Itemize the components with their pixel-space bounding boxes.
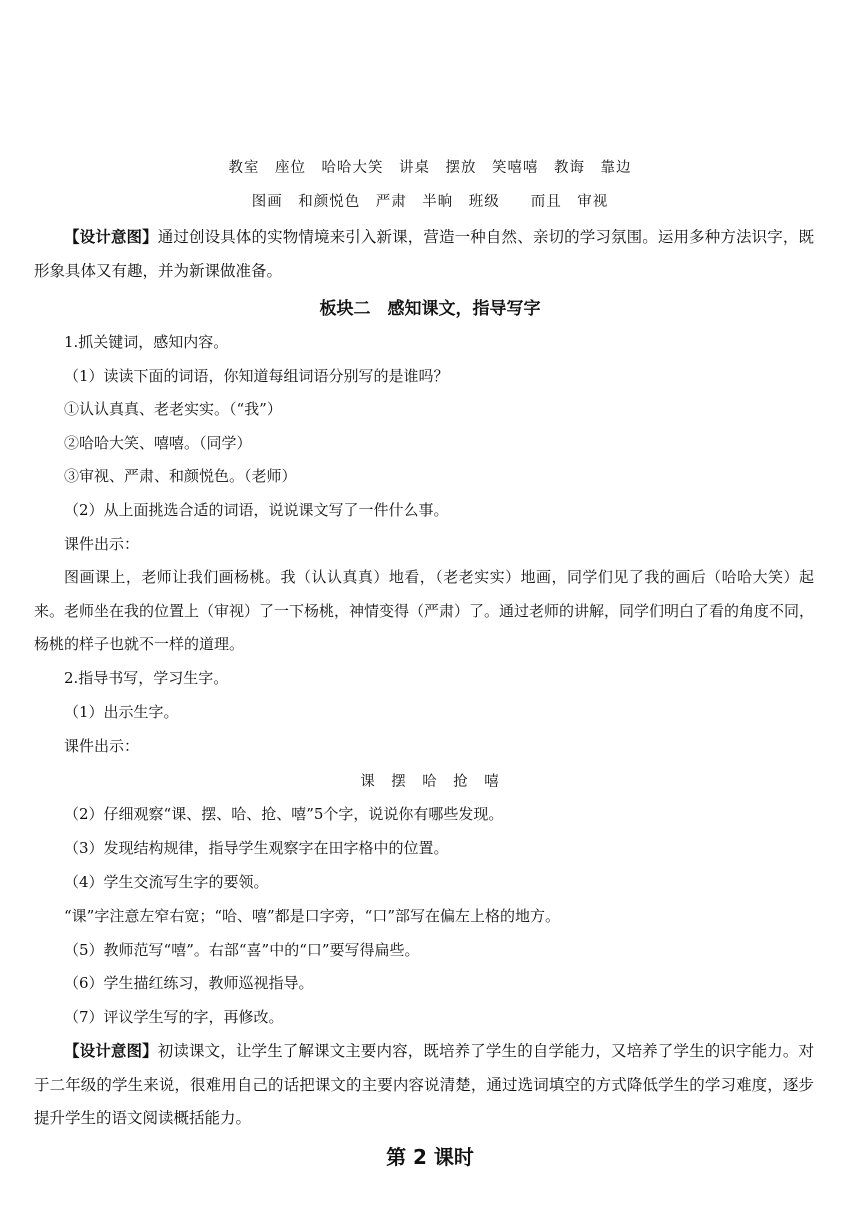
step-2-1: （1）出示生字。	[64, 703, 179, 721]
word-group-3: ③审视、严肃、和颜悦色。（老师）	[64, 467, 297, 485]
vocab-row-2: 图画 和颜悦色 严肃 半晌 班级 而且 审视	[251, 194, 609, 210]
courseware-label-2: 课件出示：	[64, 737, 140, 755]
word-group-2: ②哈哈大笑、嘻嘻。（同学）	[64, 434, 252, 452]
step-1-q1: （1）读读下面的词语，你知道每组词语分别写的是谁吗？	[64, 367, 449, 385]
step-2-7: （7）评议学生写的字，再修改。	[64, 1008, 284, 1026]
design-intent-1	[34, 220, 814, 288]
step-2-6: （6）学生描红练习，教师巡视指导。	[64, 974, 314, 992]
design-intent-label: 【设计意图】	[64, 227, 158, 246]
step-1: 1.抓关键词，感知内容。	[64, 333, 229, 351]
courseware-label-1: 课件出示：	[64, 535, 140, 553]
writing-tips: “课”字注意左窄右宽；“哈、嘻”都是口字旁，“口”部写在偏左上格的地方。	[64, 907, 561, 925]
design-intent-2	[34, 1034, 814, 1136]
new-characters: 课 摆 哈 抢 嘻	[360, 774, 500, 790]
step-2-5: （5）教师范写“嘻”。右部“喜”中的“口”要写得扁些。	[64, 941, 420, 959]
step-2: 2.指导书写，学习生字。	[64, 669, 229, 687]
section-heading-2: 板块二 感知课文，指导写字	[319, 299, 541, 319]
step-2-2: （2）仔细观察“课、摆、哈、抢、嘻”5个字，说说你有哪些发现。	[64, 805, 504, 823]
word-group-1: ①认认真真、老老实实。（“我”）	[64, 400, 282, 418]
story-paragraph	[34, 561, 814, 662]
design-intent-label: 【设计意图】	[64, 1041, 158, 1060]
step-2-3: （3）发现结构规律，指导学生观察字在田字格中的位置。	[64, 839, 449, 857]
story-text: 图画课上，老师让我们画杨桃。我（认认真真）地看，（老老实实）地画，同学们见了我的画后（哈哈大笑）起来。老师坐在我的位置上（审视）了一下杨桃，神情变得（严肃）了。通过老师的讲解，同学们明白了看的角度不同，杨桃的样子也就不一样的道理。	[34, 568, 815, 653]
step-1-q2: （2）从上面挑选合适的词语，说说课文写了一件什么事。	[64, 501, 449, 519]
design-intent-text: 初读课文，让学生了解课文主要内容，既培养了学生的自学能力，又培养了学生的识字能力。对于二年级的学生来说，很难用自己的话把课文的主要内容说清楚，通过选词填空的方式降低学生的学习难度，逐步提升学生的语文阅读概括能力。	[34, 1042, 814, 1127]
step-2-4: （4）学生交流写生字的要领。	[64, 873, 269, 891]
lesson-heading-2: 第 2 课时	[386, 1145, 474, 1169]
vocab-row-1: 教室 座位 哈哈大笑 讲桌 摆放 笑嘻嘻 教诲 靠边	[228, 160, 632, 176]
design-intent-text: 通过创设具体的实物情境来引入新课，营造一种自然、亲切的学习氛围。运用多种方法识字，既形象具体又有趣，并为新课做准备。	[34, 228, 814, 280]
